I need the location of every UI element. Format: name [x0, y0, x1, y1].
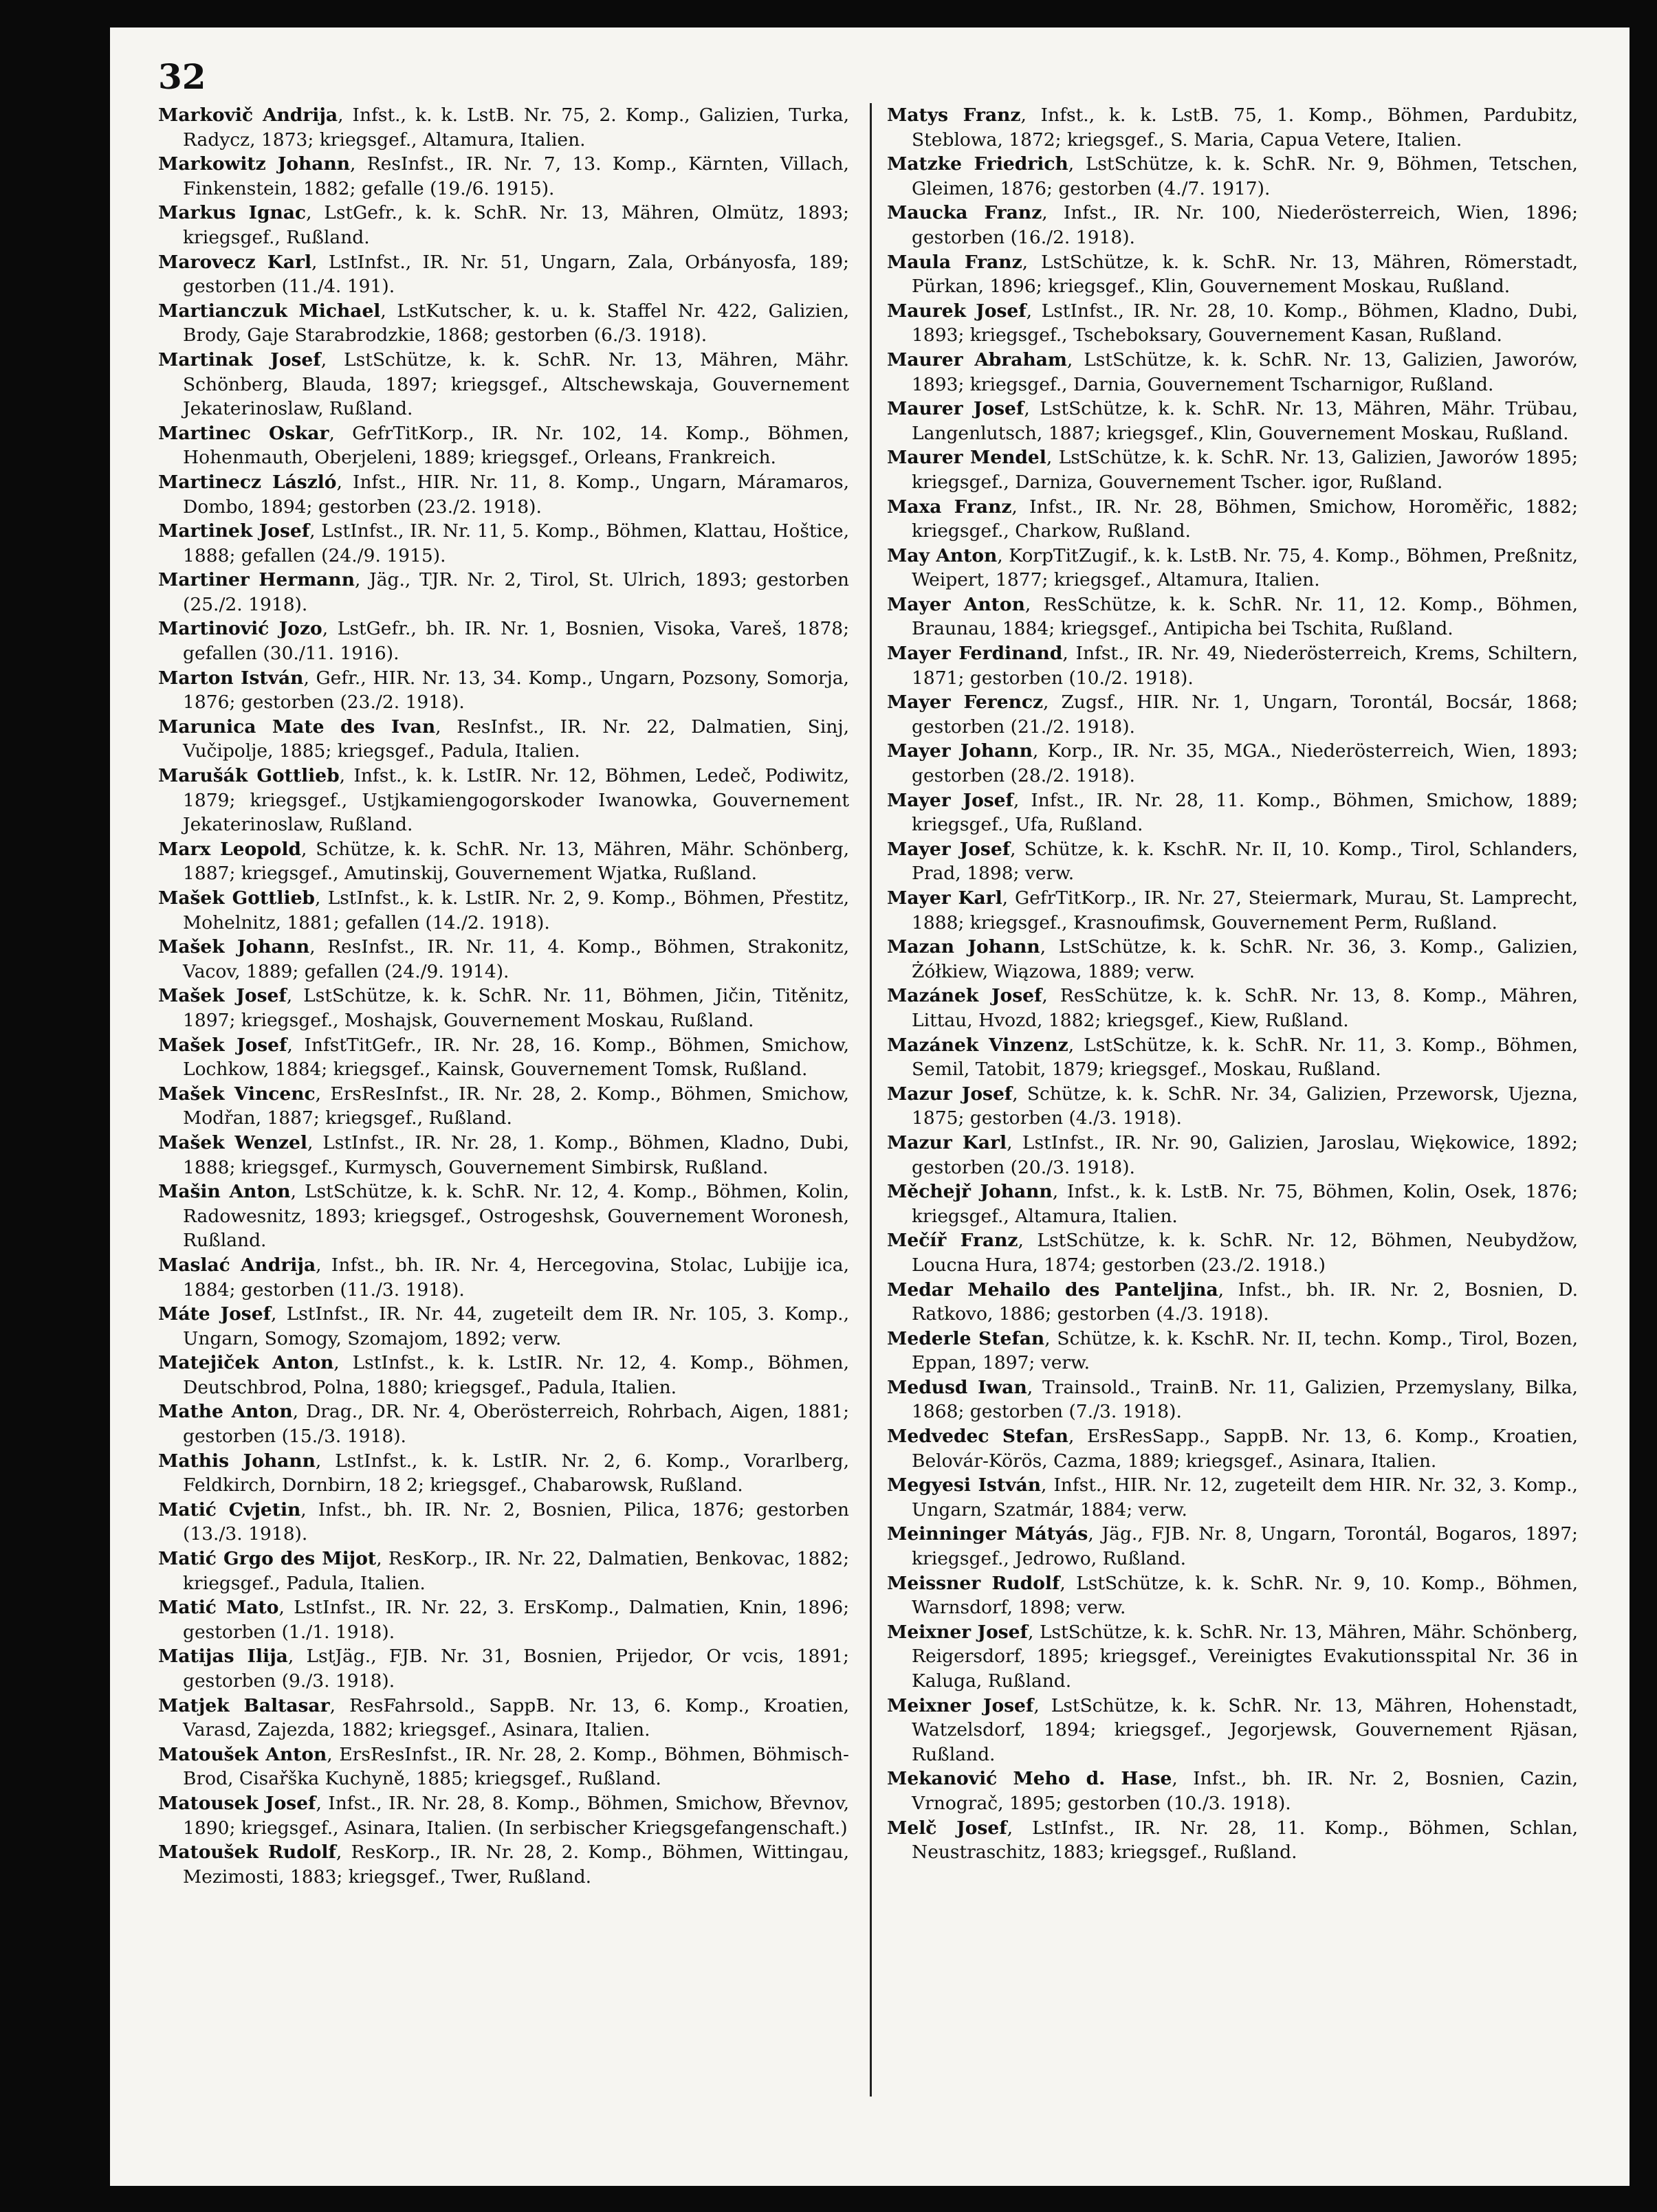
entry-details: , LstInfst., IR. Nr. 28, 10. Komp., Böhmen, Kladno, Dubi, 1893; kriegsgef., Tscheboksary, Gouvernement Kasan, Rußland.: [912, 300, 1578, 346]
entry-details: , Infst., HIR. Nr. 11, 8. Komp., Ungarn, Máramaros, Dombo, 1894; gestorben (23./2. 1918).: [183, 471, 849, 518]
casualty-entry: [158, 1595, 849, 1644]
entry-name: Matoušek Anton: [158, 1743, 327, 1765]
entry-name: Mašin Anton: [158, 1181, 291, 1203]
entry-name: Martinek Josef: [158, 520, 310, 542]
register-page: [110, 27, 1629, 2186]
casualty-entry: [887, 593, 1578, 641]
entry-name: Meixner Josef: [887, 1621, 1028, 1643]
column-divider: [870, 103, 872, 2097]
casualty-entry: [158, 666, 849, 715]
casualty-entry: [158, 152, 849, 201]
entry-name: Meixner Josef: [887, 1694, 1034, 1716]
entry-name: Matić Cvjetin: [158, 1498, 301, 1520]
entry-details: , Infst., bh. IR. Nr. 2, Bosnien, D. Ratkovo, 1886; gestorben (4./3. 1918).: [912, 1279, 1579, 1325]
casualty-entry: [158, 1302, 849, 1351]
entry-name: Mazur Josef: [887, 1083, 1013, 1105]
casualty-entry: [887, 1522, 1578, 1571]
entry-name: Martinecz László: [158, 471, 337, 493]
casualty-entry: [887, 984, 1578, 1032]
casualty-entry: [158, 935, 849, 984]
casualty-entry: [158, 1253, 849, 1302]
entry-name: Marovecz Karl: [158, 251, 312, 273]
entry-details: , ResSchütze, k. k. SchR. Nr. 13, 8. Komp., Mähren, Littau, Hvozd, 1882; kriegsgef., Kiew, Rußland.: [912, 985, 1578, 1031]
casualty-entry: [887, 1767, 1578, 1815]
entry-details: , GefrTitKorp., IR. Nr. 27, Steiermark, Murau, St. Lamprecht, 1888; kriegsgef., Krasnoufimsk, Gouvernement Perm, Rußland.: [912, 887, 1578, 933]
entry-name: Maurer Josef: [887, 398, 1024, 420]
casualty-entry: [887, 1228, 1578, 1277]
entry-details: , Infst., k. k. LstB. Nr. 75, 2. Komp., Galizien, Turka, Radycz, 1873; kriegsgef., Altamura, Italien.: [183, 104, 849, 151]
entry-details: , ResFahrsold., SappB. Nr. 13, 6. Komp., Kroatien, Varasd, Zajezda, 1882; kriegsgef., Asinara, Italien.: [183, 1694, 849, 1741]
entry-details: , Infst., IR. Nr. 28, Böhmen, Smichow, Horoměřic, 1882; kriegsgef., Charkow, Rußland.: [912, 496, 1579, 542]
casualty-entry: [158, 1351, 849, 1400]
casualty-entry: [158, 348, 849, 421]
entry-name: Martiner Hermann: [158, 569, 355, 591]
entry-details: , LstSchütze, k. k. SchR. Nr. 13, Galizien, Jaworów, 1893; kriegsgef., Darnia, Gouvernement Tscharnigor, Rußland.: [912, 349, 1578, 395]
entry-details: , LstInfst., IR. Nr. 28, 11. Komp., Böhmen, Schlan, Neustraschitz, 1883; kriegsgef., Rußland.: [912, 1817, 1579, 1863]
entry-name: Medar Mehailo des Panteljina: [887, 1279, 1218, 1301]
entry-details: , ResKorp., IR. Nr. 28, 2. Komp., Böhmen, Wittingau, Mezimosti, 1883; kriegsgef., Twer, Rußland.: [183, 1842, 850, 1888]
casualty-entry: [887, 544, 1578, 593]
entry-name: Mayer Ferdinand: [887, 643, 1063, 665]
casualty-entry: [158, 1180, 849, 1253]
casualty-entry: [158, 1743, 849, 1791]
entry-name: Matijas Ilija: [158, 1646, 288, 1668]
entry-name: Meinninger Mátyás: [887, 1523, 1088, 1545]
casualty-entry: [887, 1424, 1578, 1473]
casualty-entry: [158, 886, 849, 935]
casualty-entry: [887, 1375, 1578, 1424]
entry-details: , ResSchütze, k. k. SchR. Nr. 11, 12. Komp., Böhmen, Braunau, 1884; kriegsgef., Antipicha bei Tschita, Rußland.: [912, 593, 1578, 640]
entry-details: , ResKorp., IR. Nr. 22, Dalmatien, Benkovac, 1882; kriegsgef., Padula, Italien.: [183, 1548, 849, 1594]
entry-details: , Zugsf., HIR. Nr. 1, Ungarn, Torontál, Bocsár, 1868; gestorben (21./2. 1918).: [912, 692, 1578, 738]
entry-name: Mayer Johann: [887, 740, 1033, 762]
entry-name: Máte Josef: [158, 1303, 271, 1325]
casualty-entry: [887, 397, 1578, 445]
casualty-entry: [887, 1816, 1578, 1865]
entry-details: , KorpTitZugif., k. k. LstB. Nr. 75, 4. Komp., Böhmen, Preßnitz, Weipert, 1877; kriegsgef., Altamura, Italien.: [912, 544, 1578, 591]
entry-details: , LstGefr., k. k. SchR. Nr. 13, Mähren, Olmütz, 1893; kriegsgef., Rußland.: [183, 202, 849, 248]
entry-name: Matjek Baltasar: [158, 1694, 330, 1716]
entry-details: , ResInfst., IR. Nr. 22, Dalmatien, Sinj, Vučipolje, 1885; kriegsgef., Padula, Italien.: [183, 716, 849, 762]
entry-name: Mathis Johann: [158, 1450, 316, 1472]
entry-name: Maslać Andrija: [158, 1254, 316, 1276]
casualty-entry: [887, 1180, 1578, 1228]
casualty-entry: [887, 739, 1578, 788]
entry-details: , Schütze, k. k. SchR. Nr. 34, Galizien, Przeworsk, Ujezna, 1875; gestorben (4./3. 1918).: [912, 1083, 1578, 1129]
entry-details: , LstSchütze, k. k. SchR. Nr. 13, Mähren, Hohenstadt, Watzelsdorf, 1894; kriegsgef., Jegorjewsk, Gouvernement Rjäsan, Rußland.: [912, 1694, 1578, 1765]
casualty-entry: [158, 984, 849, 1032]
entry-details: , ErsResInfst., IR. Nr. 28, 2. Komp., Böhmen, Smichow, Modřan, 1887; kriegsgef., Rußland.: [183, 1083, 849, 1129]
entry-details: , InfstTitGefr., IR. Nr. 28, 16. Komp., Böhmen, Smichow, Lochkow, 1884; kriegsgef., Kainsk, Gouvernement Tomsk, Rußland.: [183, 1034, 849, 1081]
casualty-entry: [158, 1694, 849, 1743]
entry-details: , LstInfst., IR. Nr. 22, 3. ErsKomp., Dalmatien, Knin, 1896; gestorben (1./1. 1918).: [183, 1597, 849, 1643]
entry-name: Mazur Karl: [887, 1131, 1007, 1153]
entry-details: , Infst., bh. IR. Nr. 4, Hercegovina, Stolac, Lubijje ica, 1884; gestorben (11./3. 1918).: [183, 1254, 849, 1301]
entry-details: , Schütze, k. k. SchR. Nr. 13, Mähren, Mähr. Schönberg, 1887; kriegsgef., Amutinskij, Gouvernement Wjatka, Rußland.: [183, 838, 849, 885]
entry-details: , LstGefr., bh. IR. Nr. 1, Bosnien, Visoka, Vareš, 1878; gefallen (30./11. 1916).: [183, 618, 850, 665]
entry-name: Melč Josef: [887, 1817, 1007, 1839]
entry-name: Megyesi István: [887, 1474, 1042, 1496]
casualty-entry: [158, 1791, 849, 1840]
entry-details: , LstJäg., FJB. Nr. 31, Bosnien, Prijedor, Or vcis, 1891; gestorben (9./3. 1918).: [183, 1646, 849, 1692]
casualty-entry: [887, 690, 1578, 739]
entry-name: Medusd Iwan: [887, 1376, 1027, 1398]
casualty-entry: [887, 1082, 1578, 1131]
entry-name: Mayer Josef: [887, 789, 1013, 811]
right-column: [887, 103, 1578, 1865]
left-column: [158, 103, 849, 1889]
entry-name: Mayer Anton: [887, 593, 1025, 615]
entry-details: , Schütze, k. k. KschR. Nr. II, 10. Komp., Tirol, Schlanders, Prad, 1898; verw.: [912, 838, 1578, 885]
entry-details: , ErsResInfst., IR. Nr. 28, 2. Komp., Böhmen, Böhmisch-Brod, Cisařška Kuchyně, 1885; kriegsgef., Rußland.: [183, 1743, 849, 1790]
entry-details: , ResInfst., IR. Nr. 7, 13. Komp., Kärnten, Villach, Finkenstein, 1882; gefalle (19./6. 1915).: [183, 153, 849, 199]
casualty-entry: [887, 103, 1578, 152]
entry-details: , LstSchütze, k. k. SchR. Nr. 12, Böhmen, Neubydžow, Loucna Hura, 1874; gestorben (23./2. 1918.): [912, 1230, 1578, 1276]
entry-name: Marušák Gottlieb: [158, 765, 340, 787]
entry-name: Meissner Rudolf: [887, 1572, 1060, 1594]
entry-details: , LstInfst., IR. Nr. 28, 1. Komp., Böhmen, Kladno, Dubi, 1888; kriegsgef., Kurmysch, Gouvernement Simbirsk, Rußland.: [183, 1131, 850, 1178]
casualty-entry: [158, 1498, 849, 1547]
entry-details: , Jäg., TJR. Nr. 2, Tirol, St. Ulrich, 1893; gestorben (25./2. 1918).: [183, 569, 849, 615]
entry-name: Mederle Stefan: [887, 1327, 1045, 1349]
entry-name: Matys Franz: [887, 104, 1021, 126]
casualty-entry: [887, 495, 1578, 544]
entry-name: Marton István: [158, 667, 304, 689]
casualty-entry: [158, 1131, 849, 1180]
casualty-entry: [887, 1571, 1578, 1620]
casualty-entry: [158, 1644, 849, 1693]
entry-name: Mašek Johann: [158, 936, 310, 958]
entry-details: , Infst., bh. IR. Nr. 2, Bosnien, Pilica, 1876; gestorben (13./3. 1918).: [183, 1498, 849, 1545]
casualty-entry: [158, 1400, 849, 1448]
entry-name: Matić Grgo des Mijot: [158, 1548, 377, 1570]
casualty-entry: [887, 1033, 1578, 1082]
casualty-entry: [887, 201, 1578, 250]
entry-name: Maurer Mendel: [887, 447, 1046, 469]
entry-name: Mayer Josef: [887, 838, 1011, 860]
entry-name: Mayer Ferencz: [887, 692, 1044, 714]
casualty-entry: [887, 935, 1578, 984]
casualty-entry: [158, 837, 849, 886]
entry-name: Maurer Abraham: [887, 349, 1067, 370]
entry-details: , Trainsold., TrainB. Nr. 11, Galizien, Przemyslany, Bilka, 1868; gestorben (7./3. 1918).: [912, 1376, 1578, 1423]
entry-name: Mekanović Meho d. Hase: [887, 1768, 1172, 1790]
entry-details: , LstSchütze, k. k. SchR. Nr. 36, 3. Komp., Galizien, Żółkiew, Wiązowa, 1889; verw.: [912, 936, 1578, 982]
entry-name: Matejiček Anton: [158, 1352, 334, 1374]
entry-details: , Infst., IR. Nr. 28, 8. Komp., Böhmen, Smichow, Břevnov, 1890; kriegsgef., Asinara, Italien. (In serbischer Kriegsgefangenschaft.): [183, 1792, 849, 1839]
entry-name: Matoušek Rudolf: [158, 1842, 336, 1863]
page-number: 32: [158, 56, 206, 97]
entry-name: Marunica Mate des Ivan: [158, 716, 436, 738]
entry-details: , LstInfst., IR. Nr. 11, 5. Komp., Böhmen, Klattau, Hoštice, 1888; gefallen (24./9. 1915).: [183, 520, 849, 566]
entry-details: , Korp., IR. Nr. 35, MGA., Niederösterreich, Wien, 1893; gestorben (28./2. 1918).: [912, 740, 1578, 787]
casualty-entry: [158, 1449, 849, 1498]
casualty-entry: [887, 1620, 1578, 1694]
entry-name: Mazánek Josef: [887, 985, 1042, 1007]
casualty-entry: [158, 519, 849, 568]
entry-name: Martinec Oskar: [158, 422, 329, 444]
casualty-entry: [158, 1840, 849, 1889]
entry-details: , LstInfst., IR. Nr. 90, Galizien, Jaroslau, Więkowice, 1892; gestorben (20./3. 1918).: [912, 1131, 1578, 1178]
entry-details: , LstKutscher, k. u. k. Staffel Nr. 422, Galizien, Brody, Gaje Starabrodzkie, 1868; gestorben (6./3. 1918).: [183, 300, 849, 346]
casualty-entry: [158, 421, 849, 470]
entry-name: Mašek Wenzel: [158, 1131, 307, 1153]
entry-name: Mašek Vincenc: [158, 1083, 316, 1105]
entry-details: , GefrTitKorp., IR. Nr. 102, 14. Komp., Böhmen, Hohenmauth, Oberjeleni, 1889; kriegsgef., Orleans, Frankreich.: [183, 422, 850, 469]
casualty-entry: [887, 1327, 1578, 1375]
entry-details: , LstInfst., k. k. LstIR. Nr. 2, 6. Komp., Vorarlberg, Feldkirch, Dornbirn, 18 2; kriegsgef., Chabarowsk, Rußland.: [183, 1450, 849, 1496]
entry-name: Maula Franz: [887, 251, 1022, 273]
casualty-entry: [887, 1278, 1578, 1327]
entry-name: Mayer Karl: [887, 887, 1002, 909]
casualty-entry: [887, 250, 1578, 299]
casualty-entry: [887, 788, 1578, 837]
entry-name: May Anton: [887, 544, 998, 566]
casualty-entry: [887, 1131, 1578, 1180]
casualty-entry: [158, 617, 849, 665]
entry-name: Maucka Franz: [887, 202, 1042, 224]
casualty-entry: [887, 837, 1578, 886]
entry-details: , Infst., bh. IR. Nr. 2, Bosnien, Cazin, Vrnograč, 1895; gestorben (10./3. 1918).: [912, 1768, 1578, 1814]
entry-details: , Gefr., HIR. Nr. 13, 34. Komp., Ungarn, Pozsony, Somorja, 1876; gestorben (23./2. 1918).: [183, 667, 849, 714]
casualty-entry: [158, 250, 849, 299]
entry-name: Maxa Franz: [887, 496, 1012, 518]
casualty-entry: [158, 299, 849, 348]
entry-details: , Infst., k. k. LstIR. Nr. 12, Böhmen, Ledeč, Podiwitz, 1879; kriegsgef., Ustjkamiengogorskoder Iwanowka, Gouvernement Jekaterinoslaw, Rußland.: [183, 765, 849, 836]
casualty-entry: [158, 1082, 849, 1131]
casualty-entry: [158, 715, 849, 764]
entry-details: , LstSchütze, k. k. SchR. Nr. 13, Mähren, Mähr. Schönberg, Blauda, 1897; kriegsgef., Altschewskaja, Gouvernement Jekaterinoslaw, Rußland.: [183, 349, 849, 420]
entry-name: Martinović Jozo: [158, 618, 322, 640]
entry-name: Markowitz Johann: [158, 153, 351, 175]
entry-name: Markus Ignac: [158, 202, 307, 224]
entry-details: , ResInfst., IR. Nr. 11, 4. Komp., Böhmen, Strakonitz, Vacov, 1889; gefallen (24./9. 1914).: [183, 936, 849, 982]
entry-details: , Infst., IR. Nr. 100, Niederösterreich, Wien, 1896; gestorben (16./2. 1918).: [912, 202, 1579, 248]
casualty-entry: [158, 103, 849, 152]
entry-details: , LstSchütze, k. k. SchR. Nr. 13, Mähren, Mähr. Schönberg, Reigersdorf, 1895; kriegsgef., Vereinigtes Evakutionsspital Nr. 36 in Kaluga, Rußland.: [912, 1621, 1578, 1692]
entry-details: , Infst., IR. Nr. 28, 11. Komp., Böhmen, Smichow, 1889; kriegsgef., Ufa, Rußland.: [912, 789, 1578, 836]
entry-details: , LstSchütze, k. k. SchR. Nr. 13, Mähren, Römerstadt, Pürkan, 1896; kriegsgef., Klin, Gouvernement Moskau, Rußland.: [912, 251, 1579, 298]
entry-details: , Infst., IR. Nr. 49, Niederösterreich, Krems, Schiltern, 1871; gestorben (10./2. 1918).: [912, 643, 1579, 689]
entry-name: Matousek Josef: [158, 1792, 316, 1814]
entry-details: , LstSchütze, k. k. SchR. Nr. 12, 4. Komp., Böhmen, Kolin, Radowesnitz, 1893; kriegsgef., Ostrogeshsk, Gouvernement Woronesh, Rußland.: [183, 1181, 849, 1252]
casualty-entry: [887, 299, 1578, 348]
entry-name: Mazánek Vinzenz: [887, 1034, 1068, 1056]
entry-details: , LstSchütze, k. k. SchR. Nr. 13, Mähren, Mähr. Trübau, Langenlutsch, 1887; kriegsgef., Klin, Gouvernement Moskau, Rußland.: [912, 398, 1578, 444]
casualty-entry: [158, 1033, 849, 1082]
entry-name: Marx Leopold: [158, 838, 301, 860]
entry-name: Měchejř Johann: [887, 1181, 1053, 1203]
entry-name: Mečíř Franz: [887, 1230, 1018, 1252]
entry-details: , Infst., k. k. LstB. 75, 1. Komp., Böhmen, Pardubitz, Steblowa, 1872; kriegsgef., S. Maria, Capua Vetere, Italien.: [912, 104, 1578, 151]
casualty-entry: [158, 764, 849, 837]
entry-name: Matić Mato: [158, 1597, 279, 1619]
entry-details: , ErsResSapp., SappB. Nr. 13, 6. Komp., Kroatien, Belovár-Körös, Cazma, 1889; kriegsgef., Asinara, Italien.: [912, 1426, 1578, 1472]
entry-details: , LstSchütze, k. k. SchR. Nr. 11, 3. Komp., Böhmen, Semil, Tatobit, 1879; kriegsgef., Moskau, Rußland.: [912, 1034, 1579, 1081]
entry-details: , LstInfst., k. k. LstIR. Nr. 12, 4. Komp., Böhmen, Deutschbrod, Polna, 1880; kriegsgef., Padula, Italien.: [183, 1352, 849, 1398]
casualty-entry: [887, 445, 1578, 494]
entry-details: , LstSchütze, k. k. SchR. Nr. 13, Galizien, Jaworów 1895; kriegsgef., Darniza, Gouvernement Tscher. igor, Rußland.: [912, 447, 1579, 493]
casualty-entry: [887, 886, 1578, 935]
entry-details: , LstSchütze, k. k. SchR. Nr. 9, Böhmen, Tetschen, Gleimen, 1876; gestorben (4./7. 1917).: [912, 153, 1578, 199]
entry-details: , LstSchütze, k. k. SchR. Nr. 9, 10. Komp., Böhmen, Warnsdorf, 1898; verw.: [912, 1572, 1579, 1619]
entry-details: , Jäg., FJB. Nr. 8, Ungarn, Torontál, Bogaros, 1897; kriegsgef., Jedrowo, Rußland.: [912, 1523, 1578, 1570]
casualty-entry: [887, 1694, 1578, 1767]
entry-details: , LstSchütze, k. k. SchR. Nr. 11, Böhmen, Jičin, Titěnitz, 1897; kriegsgef., Moshajsk, Gouvernement Moskau, Rußland.: [183, 985, 849, 1031]
entry-details: , LstInfst., IR. Nr. 44, zugeteilt dem IR. Nr. 105, 3. Komp., Ungarn, Somogy, Szomajom, 1892; verw.: [183, 1303, 849, 1349]
casualty-entry: [887, 348, 1578, 397]
entry-details: , Schütze, k. k. KschR. Nr. II, techn. Komp., Tirol, Bozen, Eppan, 1897; verw.: [912, 1327, 1579, 1374]
casualty-entry: [158, 470, 849, 519]
casualty-entry: [887, 1473, 1578, 1522]
casualty-entry: [158, 1547, 849, 1595]
entry-name: Mašek Gottlieb: [158, 887, 315, 909]
entry-name: Mathe Anton: [158, 1401, 293, 1423]
entry-details: , LstInfst., IR. Nr. 51, Ungarn, Zala, Orbányosfa, 189; gestorben (11./4. 191).: [183, 251, 849, 298]
entry-name: Maurek Josef: [887, 300, 1027, 322]
casualty-entry: [158, 568, 849, 617]
casualty-entry: [887, 152, 1578, 201]
entry-name: Mašek Josef: [158, 985, 287, 1007]
casualty-entry: [887, 641, 1578, 690]
casualty-entry: [158, 201, 849, 250]
entry-details: , LstInfst., k. k. LstIR. Nr. 2, 9. Komp., Böhmen, Přestitz, Mohelnitz, 1881; gefallen (14./2. 1918).: [183, 887, 850, 933]
entry-name: Medvedec Stefan: [887, 1426, 1068, 1448]
entry-name: Mazan Johann: [887, 936, 1040, 958]
entry-details: , Infst., HIR. Nr. 12, zugeteilt dem HIR. Nr. 32, 3. Komp., Ungarn, Szatmár, 1884; verw.: [912, 1474, 1578, 1520]
entry-name: Martinak Josef: [158, 349, 321, 370]
entry-name: Markovič Andrija: [158, 104, 338, 126]
entry-details: , Infst., k. k. LstB. Nr. 75, Böhmen, Kolin, Osek, 1876; kriegsgef., Altamura, Italien.: [912, 1181, 1578, 1227]
entry-name: Martianczuk Michael: [158, 300, 381, 322]
entry-details: , Drag., DR. Nr. 4, Oberösterreich, Rohrbach, Aigen, 1881; gestorben (15./3. 1918).: [183, 1401, 850, 1448]
entry-name: Mašek Josef: [158, 1034, 287, 1056]
entry-name: Matzke Friedrich: [887, 153, 1068, 175]
